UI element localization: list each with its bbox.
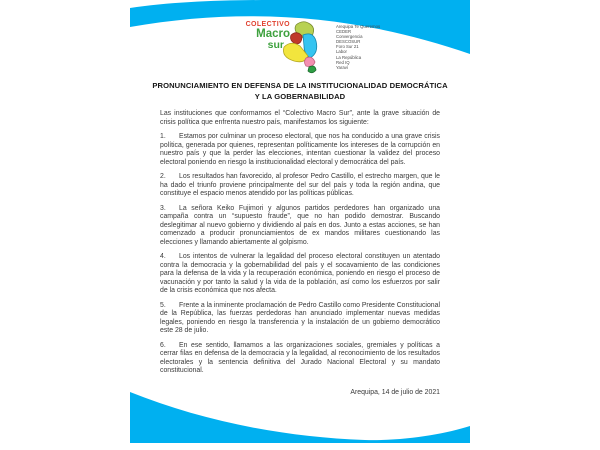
logo-word-macro: Macro xyxy=(256,28,290,40)
member-item: Arequipa Te Queremos xyxy=(336,24,381,29)
paragraph-number: 3. xyxy=(160,204,166,212)
document-body xyxy=(160,110,440,397)
document-page xyxy=(130,0,470,450)
numbered-paragraph-4 xyxy=(160,253,440,296)
member-item: DESCOSUR xyxy=(336,39,361,45)
member-item: Red IQ xyxy=(336,59,350,65)
document-title xyxy=(140,81,460,102)
paragraph-number: 1. xyxy=(160,133,166,140)
member-item: Convergencia xyxy=(336,34,363,40)
paragraph-number: 4. xyxy=(160,253,166,260)
numbered-paragraph-2 xyxy=(160,173,440,199)
member-item: Yaraví xyxy=(336,64,349,70)
bottom-swoosh-decoration xyxy=(130,392,470,450)
intro-paragraph: Las instituciones que conformamos el “Colectivo Macro Sur”, ante la grave situación de crisis política que enfrenta nuestro país, manifestamos los siguiente: xyxy=(160,110,440,126)
numbered-paragraph-3 xyxy=(160,205,440,248)
member-item: CEDER xyxy=(336,29,352,35)
member-item: La República xyxy=(336,54,362,60)
paragraph-number: 6. xyxy=(160,341,166,349)
numbered-paragraph-6 xyxy=(160,342,440,376)
paragraph-text: Estamos por culminar un proceso electoral, que nos ha conducido a una grave crisis política, generada por quienes, representan políticamente los intereses de la corrupción en nuestro país y que la perder las elecciones, intentan cuestionar la validez del proceso electoral poniendo en riesgo la institucionalidad electoral y democrática del país. xyxy=(160,133,440,166)
numbered-paragraph-5 xyxy=(160,302,440,336)
member-item: Labor xyxy=(336,49,347,55)
member-organizations-list xyxy=(336,24,380,70)
paragraph-text: En ese sentido, llamamos a las organizaciones sociales, gremiales y políticas a cerrar filas en defensa de la democracia y la legalidad, al reconocimiento de los resultados electorales y la sentencia definitiva del Jurado Nacional Electoral y su mandato constitucional. xyxy=(160,341,440,374)
logo-word-colectivo: COLECTIVO xyxy=(245,21,290,28)
member-item: Foro Sur 21 xyxy=(336,44,359,50)
paragraph-text: Los intentos de vulnerar la legalidad del proceso electoral constituyen un atentado contra la democracia y la gobernabilidad del país y el socavamiento de las condiciones para la defensa de la vida y la recuperación económica, poniendo en riesgo el proceso de vacunación y por tanto la salud y la vida de la población, así como los esfuerzos por salir de la crisis económica que nos afecta. xyxy=(160,253,440,294)
document-title-line-2: Y LA GOBERNABILIDAD xyxy=(254,91,346,101)
paragraph-text: Los resultados han favorecido, al profesor Pedro Castillo, el estrecho margen, que le ha dado el triunfo proviene principalmente del sur del país y toda la región andina, que constituye el espacio menos atendido por las políticas públicas. xyxy=(160,173,440,197)
paragraph-text: La señora Keiko Fujimori y algunos partidos perdedores han organizado una campaña contra un “supuesto fraude”, que no han podido demostrar. Buscando deslegitimar al nuevo gobierno y dividiendo al país en dos. Junto a estas acciones, se han comenzado a producir pronunciamientos de ex mandos militares cuestionando las elecciones y llamando abiertamente al golpismo. xyxy=(160,204,440,246)
paragraph-text: Frente a la inminente proclamación de Pedro Castillo como Presidente Constitucional de la República, las fuerzas perdedoras han anunciado implementar nuevas medidas legales, poniendo en riesgo la transferencia y la instalación de un gobierno democrático este 28 de julio. xyxy=(160,301,440,334)
macro-sur-region-map-icon xyxy=(278,19,330,75)
logo-word-sur: sur xyxy=(267,38,284,51)
paragraph-number: 5. xyxy=(160,301,166,309)
date-line: Arequipa, 14 de julio de 2021 xyxy=(350,388,440,396)
numbered-paragraph-1 xyxy=(160,133,440,167)
paragraph-number: 2. xyxy=(160,173,166,180)
document-title-line-1: PRONUNCIAMIENTO EN DEFENSA DE LA INSTITUCIONALIDAD DEMOCRÁTICA xyxy=(152,81,448,90)
